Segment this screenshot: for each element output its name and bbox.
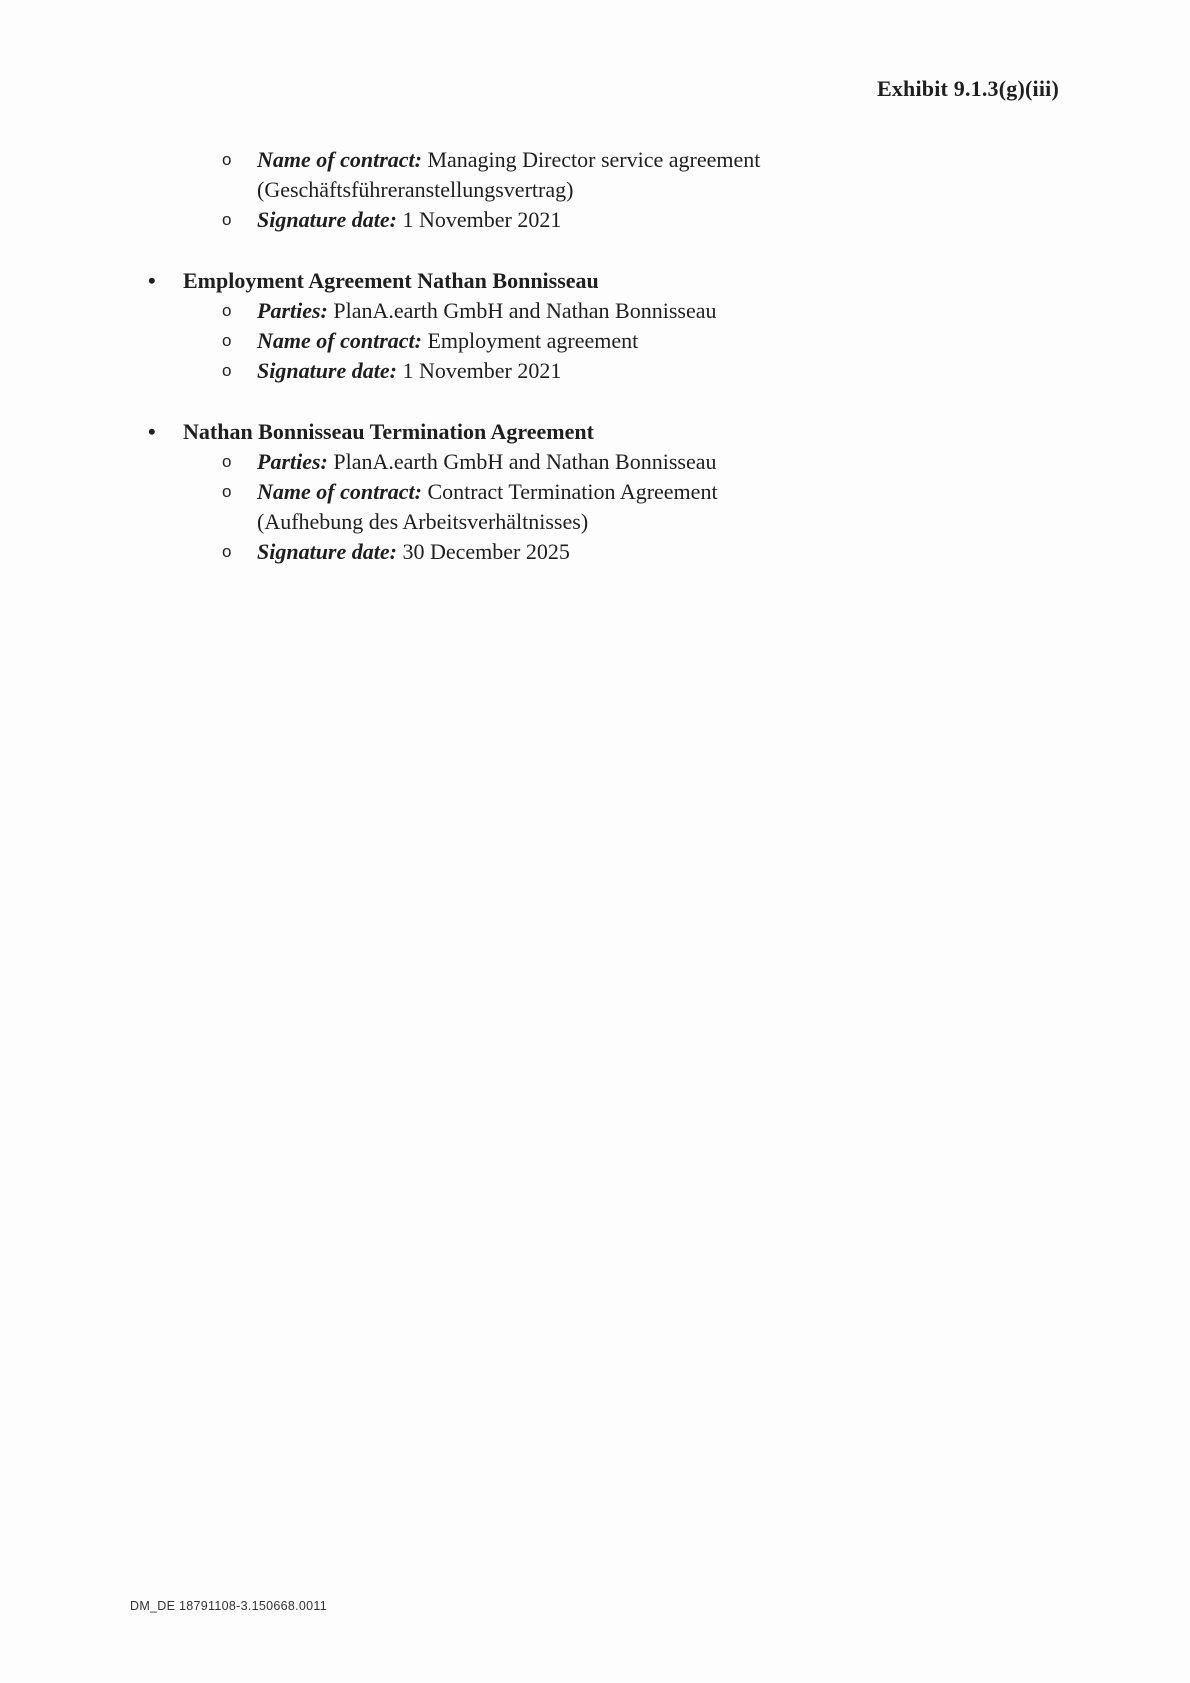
parties-text [257, 296, 716, 325]
parties-label: Parties: [257, 449, 328, 474]
sub-bullet-icon: o [222, 331, 232, 350]
document-reference-footer: DM_DE 18791108-3.150668.0011 [130, 1599, 327, 1613]
contract-name-value-line2: (Geschäftsführeranstellungsvertrag) [257, 177, 574, 202]
main-bullet-icon: • [148, 268, 156, 293]
exhibit-reference: Exhibit 9.1.3(g)(iii) [876, 76, 1059, 101]
signature-date-text [257, 205, 561, 234]
contract-name-value: Employment agreement [421, 328, 639, 353]
contract-entry-title-text: Employment Agreement Nathan Bonnisseau [183, 268, 599, 293]
contract-name-text [257, 145, 760, 174]
main-bullet-icon: • [148, 419, 156, 444]
signature-date-label: Signature date: [257, 207, 397, 232]
contract-name-text [257, 477, 718, 506]
signature-date-label: Signature date: [257, 358, 397, 383]
contract-name-value: Managing Director service agreement [421, 147, 761, 172]
sub-bullet-icon: o [222, 482, 232, 501]
signature-date-value: 1 November 2021 [396, 358, 562, 383]
sub-bullet-icon: o [222, 542, 232, 561]
contract-name-value-line2: (Aufhebung des Arbeitsverhältnisses) [257, 509, 589, 534]
parties-value: PlanA.earth GmbH and Nathan Bonnisseau [327, 449, 717, 474]
signature-date-text [257, 356, 561, 385]
signature-date-text [257, 537, 570, 566]
signature-date-value: 30 December 2025 [396, 539, 570, 564]
contract-name-text [257, 326, 638, 355]
contract-name-label: Name of contract: [257, 479, 422, 504]
sub-bullet-icon: o [222, 452, 232, 471]
parties-text [257, 447, 716, 476]
contract-name-value: Contract Termination Agreement [421, 479, 718, 504]
parties-label: Parties: [257, 298, 328, 323]
contract-name-label: Name of contract: [257, 147, 422, 172]
signature-date-label: Signature date: [257, 539, 397, 564]
sub-bullet-icon: o [222, 361, 232, 380]
parties-value: PlanA.earth GmbH and Nathan Bonnisseau [327, 298, 717, 323]
signature-date-value: 1 November 2021 [396, 207, 562, 232]
sub-bullet-icon: o [222, 210, 232, 229]
sub-bullet-icon: o [222, 150, 232, 169]
sub-bullet-icon: o [222, 301, 232, 320]
contract-name-label: Name of contract: [257, 328, 422, 353]
contract-entry-title-text: Nathan Bonnisseau Termination Agreement [183, 419, 594, 444]
